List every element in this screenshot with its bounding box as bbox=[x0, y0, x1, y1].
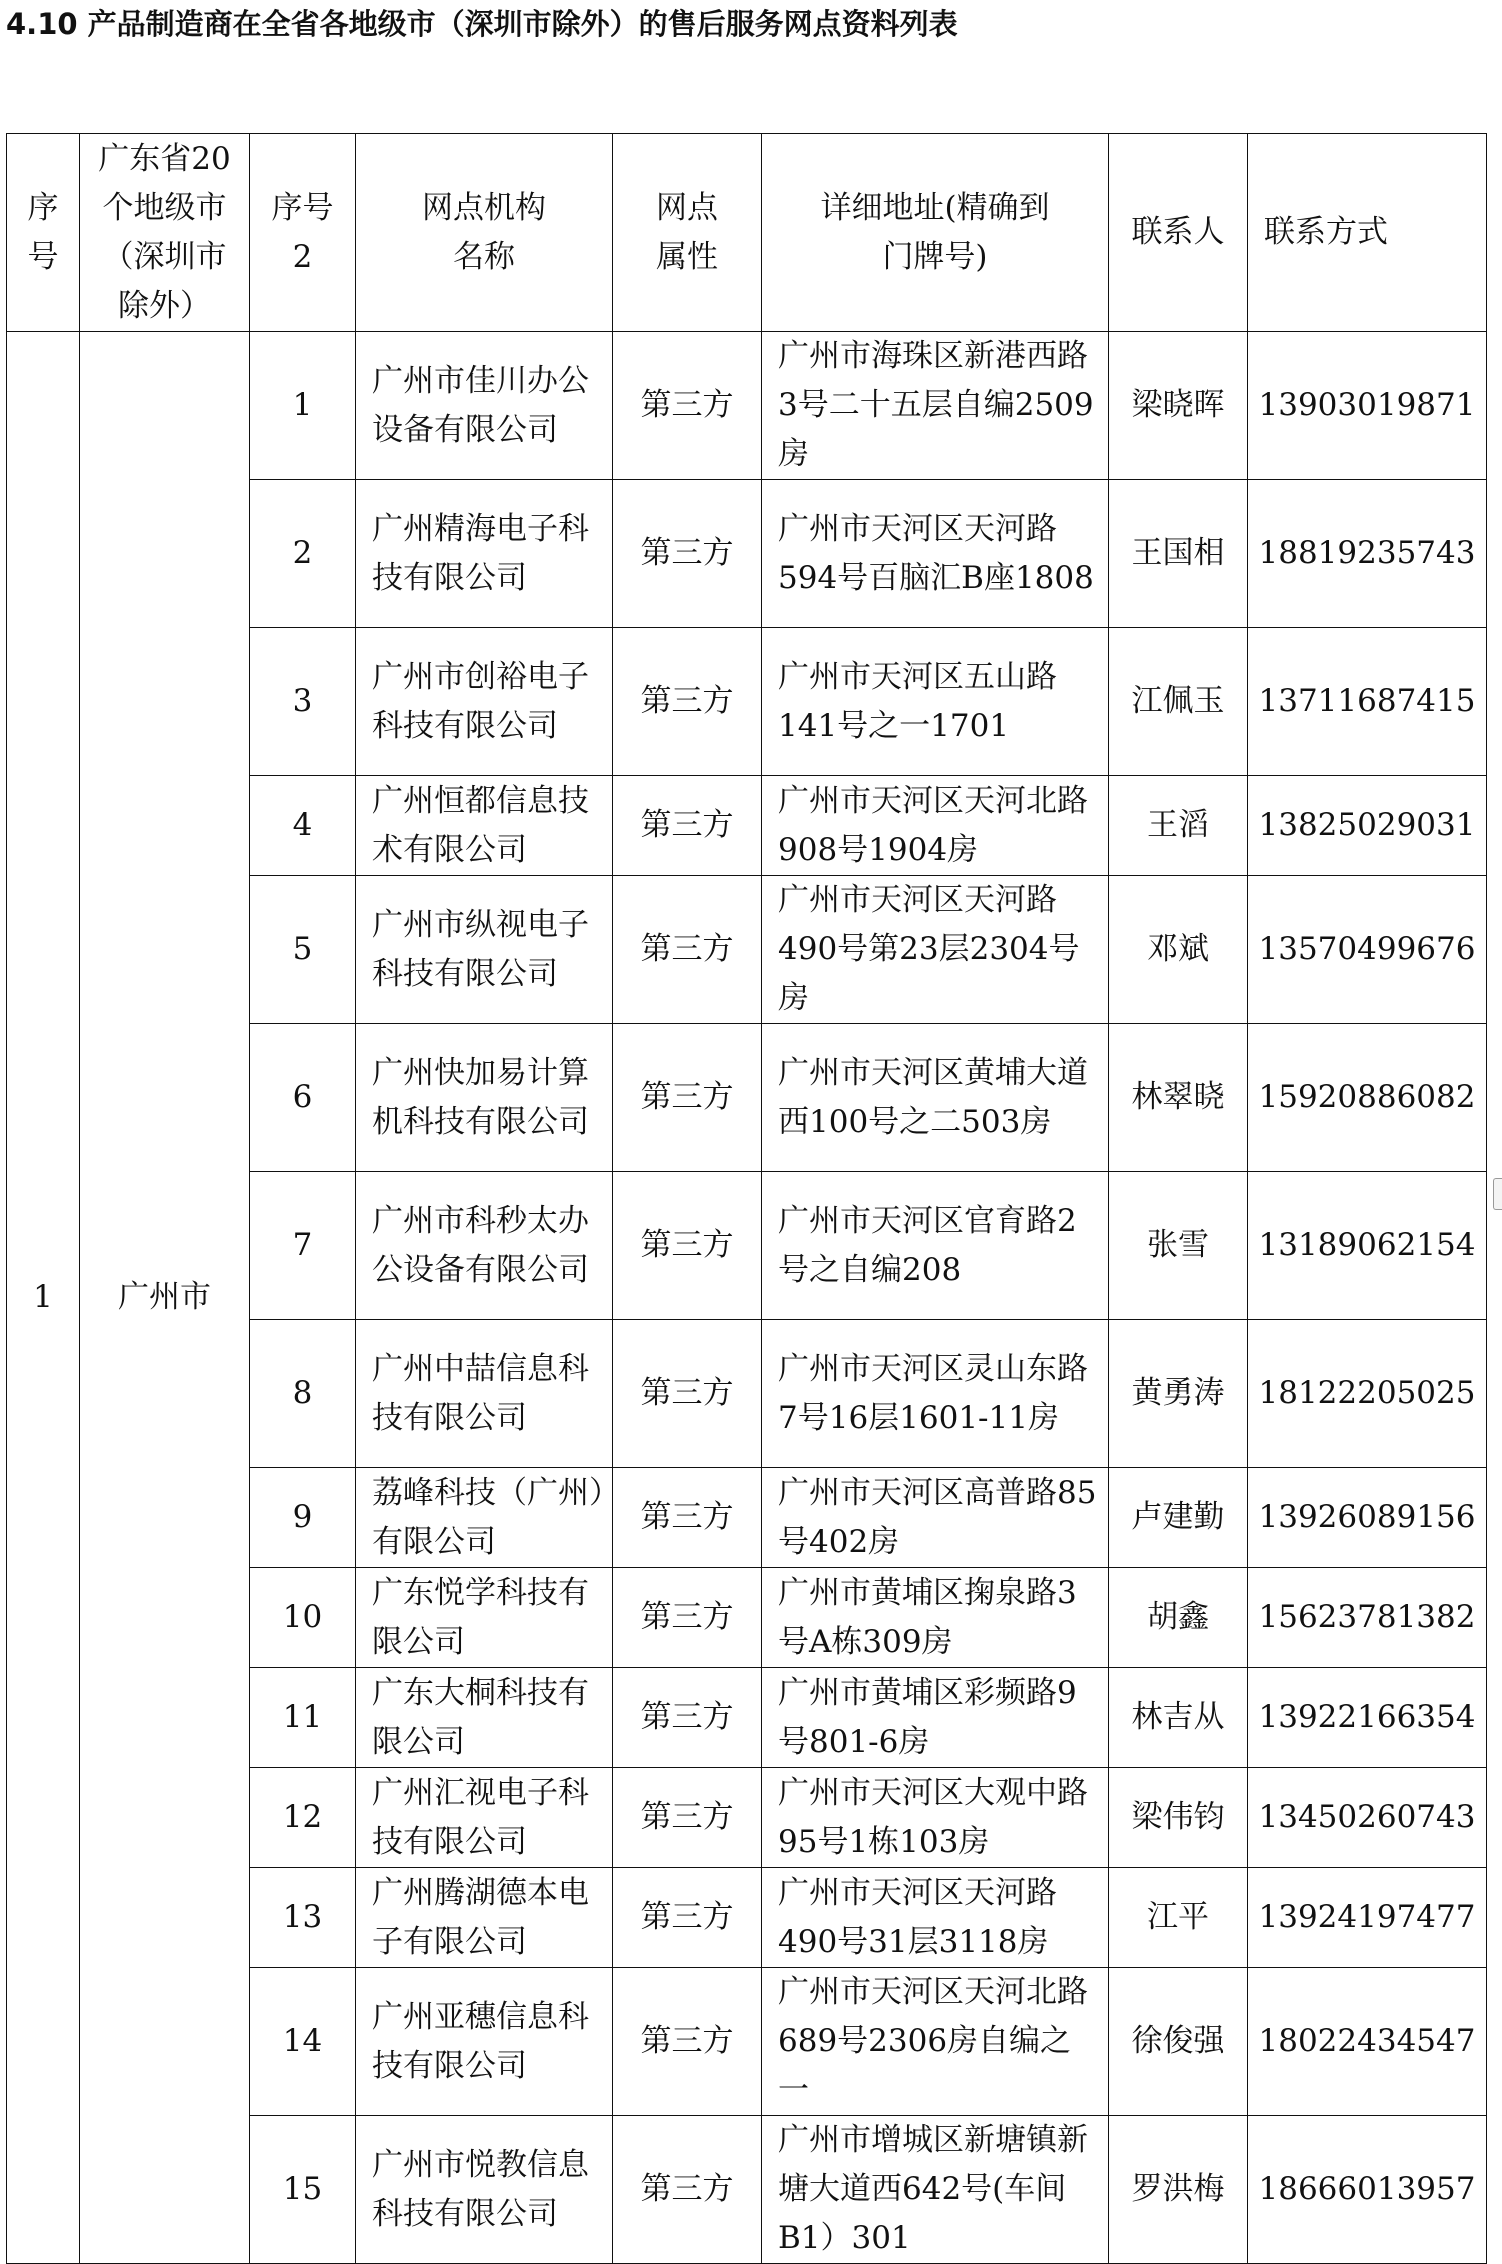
row-contact-cell: 黄勇涛 bbox=[1109, 1320, 1248, 1468]
row-contact-cell: 罗洪梅 bbox=[1109, 2116, 1248, 2264]
scroll-handle[interactable] bbox=[1493, 1178, 1502, 1210]
row-org-cell: 广州腾湖德本电子有限公司 bbox=[356, 1868, 613, 1968]
row-seq2-cell: 7 bbox=[250, 1172, 356, 1320]
row-contact-cell: 林翠晓 bbox=[1109, 1024, 1248, 1172]
row-contact-cell: 梁晓晖 bbox=[1109, 332, 1248, 480]
row-org-cell: 广州汇视电子科技有限公司 bbox=[356, 1768, 613, 1868]
row-addr-cell: 广州市天河区灵山东路7号16层1601-11房 bbox=[762, 1320, 1109, 1468]
row-addr-cell: 广州市天河区大观中路95号1栋103房 bbox=[762, 1768, 1109, 1868]
row-phone-cell: 13922166354 bbox=[1248, 1668, 1487, 1768]
row-attr-cell: 第三方 bbox=[613, 1024, 762, 1172]
row-addr-cell: 广州市天河区五山路141号之一1701 bbox=[762, 628, 1109, 776]
row-org-cell: 广州精海电子科技有限公司 bbox=[356, 480, 613, 628]
row-phone-cell: 13711687415 bbox=[1248, 628, 1487, 776]
group-city-cell: 广州市 bbox=[80, 332, 250, 2264]
row-org-cell: 广州恒都信息技术有限公司 bbox=[356, 776, 613, 876]
row-contact-cell: 王滔 bbox=[1109, 776, 1248, 876]
row-phone-cell: 15623781382 bbox=[1248, 1568, 1487, 1668]
header-seq: 序号 bbox=[7, 134, 80, 332]
row-addr-cell: 广州市海珠区新港西路3号二十五层自编2509房 bbox=[762, 332, 1109, 480]
row-seq2-cell: 3 bbox=[250, 628, 356, 776]
header-row bbox=[7, 134, 1487, 332]
row-attr-cell: 第三方 bbox=[613, 1320, 762, 1468]
row-org-cell: 广州亚穗信息科技有限公司 bbox=[356, 1968, 613, 2116]
row-attr-cell: 第三方 bbox=[613, 2116, 762, 2264]
service-network-table bbox=[6, 133, 1487, 2264]
row-org-cell: 广东大桐科技有限公司 bbox=[356, 1668, 613, 1768]
row-seq2-cell: 14 bbox=[250, 1968, 356, 2116]
row-seq2-cell: 9 bbox=[250, 1468, 356, 1568]
row-attr-cell: 第三方 bbox=[613, 1968, 762, 2116]
row-org-cell: 广州中喆信息科技有限公司 bbox=[356, 1320, 613, 1468]
row-addr-cell: 广州市增城区新塘镇新塘大道西642号(车间B1）301 bbox=[762, 2116, 1109, 2264]
row-phone-cell: 13926089156 bbox=[1248, 1468, 1487, 1568]
row-addr-cell: 广州市天河区官育路2号之自编208 bbox=[762, 1172, 1109, 1320]
row-phone-cell: 13903019871 bbox=[1248, 332, 1487, 480]
row-addr-cell: 广州市天河区天河路490号31层3118房 bbox=[762, 1868, 1109, 1968]
header-contact: 联系人 bbox=[1109, 134, 1248, 332]
row-org-cell: 荔峰科技（广州）有限公司 bbox=[356, 1468, 613, 1568]
row-seq2-cell: 4 bbox=[250, 776, 356, 876]
row-attr-cell: 第三方 bbox=[613, 876, 762, 1024]
row-addr-cell: 广州市天河区黄埔大道西100号之二503房 bbox=[762, 1024, 1109, 1172]
row-contact-cell: 梁伟钧 bbox=[1109, 1768, 1248, 1868]
row-addr-cell: 广州市天河区天河北路908号1904房 bbox=[762, 776, 1109, 876]
row-org-cell: 广东悦学科技有限公司 bbox=[356, 1568, 613, 1668]
row-phone-cell: 13450260743 bbox=[1248, 1768, 1487, 1868]
table-row bbox=[7, 332, 1487, 480]
row-addr-cell: 广州市天河区天河路490号第23层2304号房 bbox=[762, 876, 1109, 1024]
row-seq2-cell: 10 bbox=[250, 1568, 356, 1668]
header-org: 网点机构名称 bbox=[356, 134, 613, 332]
row-attr-cell: 第三方 bbox=[613, 776, 762, 876]
header-phone: 联系方式 bbox=[1248, 134, 1487, 332]
row-phone-cell: 13924197477 bbox=[1248, 1868, 1487, 1968]
row-org-cell: 广州市科秒太办公设备有限公司 bbox=[356, 1172, 613, 1320]
row-addr-cell: 广州市天河区高普路85号402房 bbox=[762, 1468, 1109, 1568]
row-attr-cell: 第三方 bbox=[613, 1768, 762, 1868]
header-attr: 网点属性 bbox=[613, 134, 762, 332]
row-org-cell: 广州市佳川办公设备有限公司 bbox=[356, 332, 613, 480]
group-seq-cell: 1 bbox=[7, 332, 80, 2264]
row-seq2-cell: 5 bbox=[250, 876, 356, 1024]
row-seq2-cell: 12 bbox=[250, 1768, 356, 1868]
row-attr-cell: 第三方 bbox=[613, 1468, 762, 1568]
header-city: 广东省20个地级市（深圳市除外） bbox=[80, 134, 250, 332]
page-title: 4.10 产品制造商在全省各地级市（深圳市除外）的售后服务网点资料列表 bbox=[6, 7, 958, 41]
row-addr-cell: 广州市黄埔区掬泉路3号A栋309房 bbox=[762, 1568, 1109, 1668]
row-seq2-cell: 1 bbox=[250, 332, 356, 480]
row-contact-cell: 江平 bbox=[1109, 1868, 1248, 1968]
header-addr: 详细地址(精确到门牌号) bbox=[762, 134, 1109, 332]
row-org-cell: 广州市纵视电子科技有限公司 bbox=[356, 876, 613, 1024]
row-attr-cell: 第三方 bbox=[613, 332, 762, 480]
row-phone-cell: 18122205025 bbox=[1248, 1320, 1487, 1468]
row-contact-cell: 邓斌 bbox=[1109, 876, 1248, 1024]
table-body bbox=[7, 332, 1487, 2264]
row-phone-cell: 15920886082 bbox=[1248, 1024, 1487, 1172]
row-attr-cell: 第三方 bbox=[613, 480, 762, 628]
row-seq2-cell: 11 bbox=[250, 1668, 356, 1768]
row-org-cell: 广州市悦教信息科技有限公司 bbox=[356, 2116, 613, 2264]
row-contact-cell: 张雪 bbox=[1109, 1172, 1248, 1320]
row-addr-cell: 广州市天河区天河北路689号2306房自编之一 bbox=[762, 1968, 1109, 2116]
row-phone-cell: 18666013957 bbox=[1248, 2116, 1487, 2264]
row-contact-cell: 卢建勤 bbox=[1109, 1468, 1248, 1568]
row-contact-cell: 江佩玉 bbox=[1109, 628, 1248, 776]
row-phone-cell: 18022434547 bbox=[1248, 1968, 1487, 2116]
row-contact-cell: 胡鑫 bbox=[1109, 1568, 1248, 1668]
row-addr-cell: 广州市天河区天河路594号百脑汇B座1808 bbox=[762, 480, 1109, 628]
row-contact-cell: 林吉从 bbox=[1109, 1668, 1248, 1768]
row-contact-cell: 徐俊强 bbox=[1109, 1968, 1248, 2116]
row-seq2-cell: 8 bbox=[250, 1320, 356, 1468]
row-attr-cell: 第三方 bbox=[613, 1868, 762, 1968]
header-seq2: 序号2 bbox=[250, 134, 356, 332]
row-phone-cell: 18819235743 bbox=[1248, 480, 1487, 628]
row-attr-cell: 第三方 bbox=[613, 628, 762, 776]
row-attr-cell: 第三方 bbox=[613, 1568, 762, 1668]
row-org-cell: 广州市创裕电子科技有限公司 bbox=[356, 628, 613, 776]
row-seq2-cell: 6 bbox=[250, 1024, 356, 1172]
row-addr-cell: 广州市黄埔区彩频路9号801-6房 bbox=[762, 1668, 1109, 1768]
row-seq2-cell: 15 bbox=[250, 2116, 356, 2264]
row-attr-cell: 第三方 bbox=[613, 1668, 762, 1768]
row-phone-cell: 13189062154 bbox=[1248, 1172, 1487, 1320]
row-seq2-cell: 13 bbox=[250, 1868, 356, 1968]
row-contact-cell: 王国相 bbox=[1109, 480, 1248, 628]
row-phone-cell: 13825029031 bbox=[1248, 776, 1487, 876]
row-seq2-cell: 2 bbox=[250, 480, 356, 628]
row-phone-cell: 13570499676 bbox=[1248, 876, 1487, 1024]
row-attr-cell: 第三方 bbox=[613, 1172, 762, 1320]
row-org-cell: 广州快加易计算机科技有限公司 bbox=[356, 1024, 613, 1172]
